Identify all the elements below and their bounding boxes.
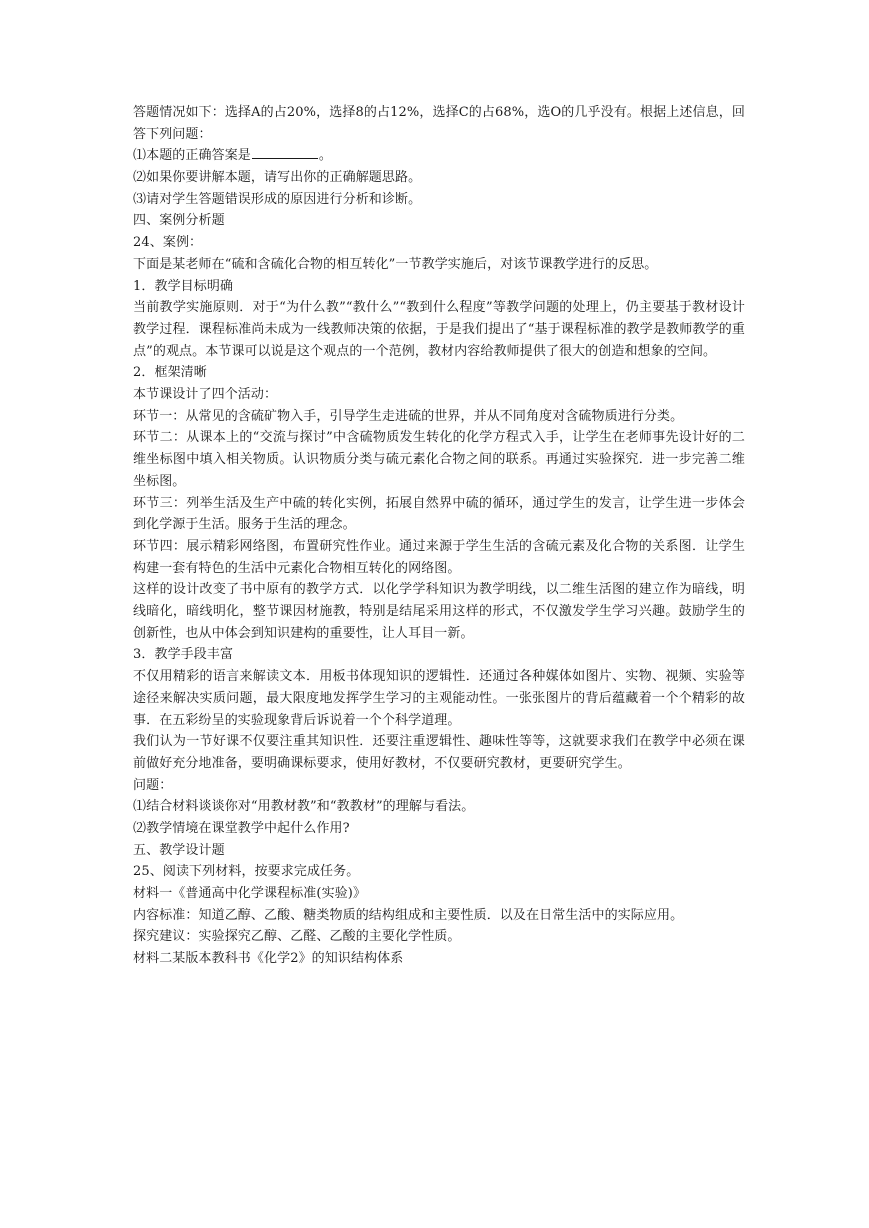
question-1-text: ⑴本题的正确答案是 [133, 148, 251, 164]
paragraph-design: 这样的设计改变了书中原有的教学方式．以化学学科知识为教学明线，以二维生活图的建立作为暗线，明线暗化，暗线明化，整节课因材施教，特别是结尾采用这样的形式，不仅激发学生学习兴趣。鼓励学生的创新性，也从中体会到知识建构的重要性，让人耳目一新。 [133, 582, 745, 641]
question-1-end: 。 [318, 148, 333, 164]
paragraph-conclusion: 我们认为一节好课不仅要注重其知识性．还要注重逻辑性、趣味性等等，这就要求我们在教学中必须在课前做好充分地准备，要明确课标要求，使用好教材，不仅要研究教材，更要研究学生。 [133, 734, 745, 771]
step-4: 环节四：展示精彩网络图，布置研究性作业。通过来源于学生生活的含硫元素及化合物的关系图．让学生构建一套有特色的生活中元素化合物相互转化的网络图。 [133, 538, 745, 576]
section-heading-4: 四、案例分析题 [133, 213, 225, 229]
question-3: ⑶请对学生答题错误形成的原因进行分析和诊断。 [133, 191, 422, 207]
content-standard: 内容标准：知道乙醇、乙酸、糖类物质的结构组成和主要性质．以及在日常生活中的实际应用。 [133, 907, 684, 923]
activities-intro: 本节课设计了四个活动： [133, 387, 278, 403]
subheading-3: 3．教学手段丰富 [133, 647, 234, 663]
subheading-1: 1．教学目标明确 [133, 278, 234, 294]
case-intro: 下面是某老师在“硫和含硫化合物的相互转化”一节教学实施后，对该节课教学进行的反思。 [133, 256, 658, 272]
inquiry-suggestion: 探究建议：实验探究乙醇、乙醛、乙酸的主要化学性质。 [133, 929, 461, 945]
material-2-title: 材料二某版本教科书《化学2》的知识结构体系 [133, 951, 404, 967]
case-number: 24、案例： [133, 235, 203, 251]
section-heading-5: 五、教学设计题 [133, 842, 225, 858]
questions-label: 问题： [133, 777, 173, 793]
document-page [133, 102, 745, 970]
step-3: 环节三：列举生活及生产中硫的转化实例，拓展自然界中硫的循环，通过学生的发言，让学生进一步体会到化学源于生活。服务于生活的理念。 [133, 495, 745, 533]
step-1: 环节一：从常见的含硫矿物入手，引导学生走进硫的世界，并从不同角度对含硫物质进行分类。 [133, 408, 684, 424]
step-2: 环节二：从课本上的“交流与探讨”中含硫物质发生转化的化学方程式入手，让学生在老师事先设计好的二维坐标图中填入相关物质。认识物质分类与硫元素化合物之间的联系。再通过实验探究．进一步完善二维坐标图。 [133, 430, 745, 489]
task-25: 25、阅读下列材料，按要求完成任务。 [133, 864, 360, 880]
case-question-1: ⑴结合材料谈谈你对“用教材教”和“教教材”的理解与看法。 [133, 799, 475, 815]
case-question-2: ⑵教学情境在课堂教学中起什么作用? [133, 821, 350, 837]
question-2: ⑵如果你要讲解本题，请写出你的正确解题思路。 [133, 170, 422, 186]
paragraph-methods: 不仅用精彩的语言来解读文本．用板书体现知识的逻辑性．还通过各种媒体如图片、实物、视频、实验等途径来解决实质问题，最大限度地发挥学生学习的主观能动性。一张张图片的背后蕴藏着一个个精彩的故事．在五彩纷呈的实验现象背后诉说着一个个科学道理。 [133, 669, 745, 728]
intro-paragraph: 答题情况如下：选择A的占20%，选择8的占12%，选择C的占68%，选O的几乎没有。根据上述信息，回答下列问题： [133, 105, 745, 142]
answer-blank [252, 145, 318, 159]
question-1-fill [133, 145, 745, 167]
material-1-title: 材料一《普通高中化学课程标准(实验)》 [133, 886, 367, 902]
paragraph-goals: 当前教学实施原则．对于“为什么教”“教什么”“教到什么程度”等教学问题的处理上，仍主要基于教材设计教学过程．课程标准尚未成为一线教师决策的依据，于是我们提出了“基于课程标准的教学是教师教学的重点”的观点。本节课可以说是这个观点的一个范例，教材内容给教师提供了很大的创造和想象的空间。 [133, 300, 745, 359]
subheading-2: 2．框架清晰 [133, 365, 207, 381]
